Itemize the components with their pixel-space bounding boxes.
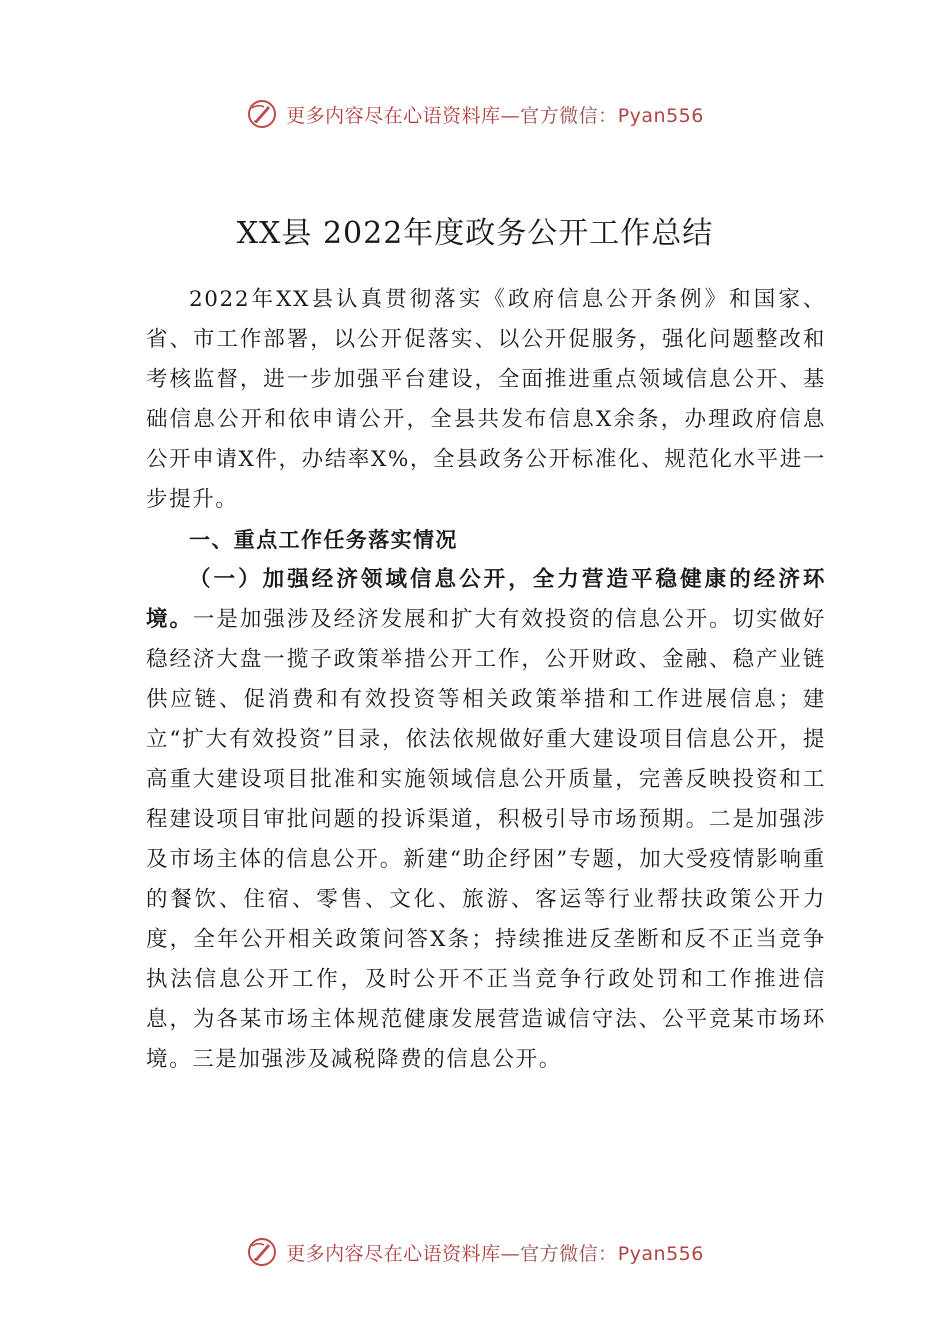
watermark-separator: —: [500, 104, 521, 127]
intro-paragraph: 2022年XX县认真贯彻落实《政府信息公开条例》和国家、省、市工作部署，以公开促落实、以公开促服务，强化问题整改和考核监督，进一步加强平台建设，全面推进重点领域信息公开、基础信息公开和依申请公开，全县共发布信息X余条，办理政府信息公开申请X件，办结率X%，全县政务公开标准化、规范化水平进一步提升。: [146, 287, 826, 512]
subsection-paragraph: [146, 560, 826, 1080]
watermark-text: [286, 101, 704, 128]
section-heading: 一、重点工作任务落实情况: [189, 528, 458, 552]
subsection-heading: （一）加强经济领域信息公开，全力营造平稳健康的经济环境。: [146, 567, 826, 632]
subsection-body: 一是加强涉及经济发展和扩大有效投资的信息公开。切实做好稳经济大盘一揽子政策举措公开工作，公开财政、金融、稳产业链供应链、促消费和有效投资等相关政策举措和工作进展信息；建立“扩大有效投资”目录，依法依规做好重大建设项目信息公开，提高重大建设项目批准和实施领域信息公开质量，完善反映投资和工程建设项目审批问题的投诉渠道，积极引导市场预期。二是加强涉及市场主体的信息公开。新建“助企纾困”专题，加大受疫情影响重的餐饮、住宿、零售、文化、旅游、客运等行业帮扶政策公开力度，全年公开相关政策问答X条；持续推进反垄断和反不正当竞争执法信息公开工作，及时公开不正当竞争行政处罚和工作推进信息，为各某市场主体规范健康发展营造诚信守法、公平竞某市场环境。三是加强涉及减税降费的信息公开。: [146, 607, 826, 1072]
watermark-separator: —: [500, 1242, 521, 1265]
quill-pen-logo-icon: [246, 98, 278, 130]
watermark-text: [286, 1239, 704, 1266]
header-watermark: [0, 94, 950, 134]
watermark-wechat-label: 官方微信：: [520, 104, 618, 127]
watermark-wechat-id: Pyan556: [617, 1242, 704, 1265]
document-title: XX县 2022年度政务公开工作总结: [236, 216, 714, 252]
watermark-wechat-id: Pyan556: [617, 104, 704, 127]
quill-pen-logo-icon: [246, 1236, 278, 1268]
watermark-site: 更多内容尽在心语资料库: [286, 1242, 501, 1265]
watermark-site: 更多内容尽在心语资料库: [286, 104, 501, 127]
footer-watermark: [0, 1232, 950, 1272]
watermark-wechat-label: 官方微信：: [520, 1242, 618, 1265]
document-body: [146, 280, 826, 1080]
